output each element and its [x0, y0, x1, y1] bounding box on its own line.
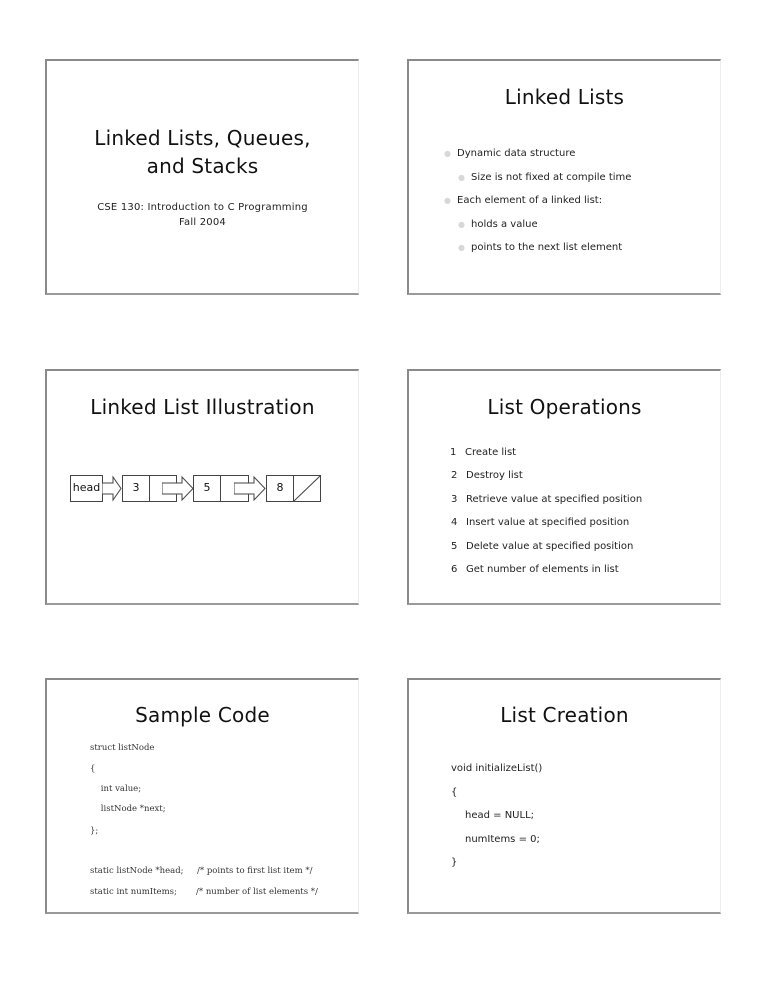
- bullet-icon: ●: [458, 243, 465, 252]
- node-value-box: 8: [266, 475, 294, 502]
- code-comment: /* number of list elements */: [196, 887, 318, 897]
- bullet-item: ● Dynamic data structure: [444, 148, 576, 159]
- bullet-item: ● Each element of a linked list:: [444, 195, 603, 206]
- code-line: };: [90, 826, 99, 836]
- bullet-item: ● Size is not fixed at compile time: [458, 172, 632, 183]
- operation-item: 1 Create list: [450, 447, 517, 458]
- slide-subtitle-line2: Fall 2004: [179, 217, 226, 228]
- null-pointer-box: [293, 475, 321, 502]
- code-line: int value;: [90, 784, 142, 794]
- slide-heading: Sample Code: [135, 703, 270, 727]
- slide-sample-code: [45, 678, 359, 914]
- slide-title-line1: Linked Lists, Queues,: [94, 126, 311, 150]
- bullet-icon: ●: [444, 149, 451, 158]
- operation-item: 6 Get number of elements in list: [451, 564, 619, 575]
- head-box: head: [70, 475, 103, 502]
- slide-title: [45, 59, 359, 295]
- operation-item: 5 Delete value at specified position: [451, 541, 634, 552]
- arrow-icon: [234, 475, 266, 502]
- code-line: {: [451, 787, 458, 798]
- slide-heading: Linked List Illustration: [90, 395, 315, 419]
- slide-linked-list-illustration: [45, 369, 359, 605]
- code-line: void initializeList(): [451, 763, 543, 774]
- arrow-icon: [102, 475, 122, 502]
- operation-item: 4 Insert value at specified position: [451, 517, 630, 528]
- node-value-box: 3: [122, 475, 150, 502]
- arrow-icon: [162, 475, 194, 502]
- bullet-icon: ●: [458, 173, 465, 182]
- slide-list-operations: [407, 369, 721, 605]
- code-line: numItems = 0;: [465, 834, 540, 845]
- code-line: static int numItems;: [90, 887, 177, 897]
- bullet-icon: ●: [458, 220, 465, 229]
- linked-list-diagram: [47, 371, 361, 607]
- slide-heading: List Operations: [487, 395, 642, 419]
- bullet-item: ● points to the next list element: [458, 242, 623, 253]
- operation-item: 3 Retrieve value at specified position: [451, 494, 643, 505]
- null-slash-icon: [294, 476, 320, 501]
- slide-list-creation: [407, 678, 721, 914]
- bullet-item: ● holds a value: [458, 219, 538, 230]
- operation-item: 2 Destroy list: [451, 470, 523, 481]
- code-line: {: [90, 764, 96, 774]
- code-line: }: [451, 857, 458, 868]
- slide-linked-lists: [407, 59, 721, 295]
- code-line: static listNode *head;: [90, 866, 184, 876]
- code-line: struct listNode: [90, 743, 155, 753]
- code-line: listNode *next;: [90, 804, 166, 814]
- slide-heading: Linked Lists: [504, 85, 625, 109]
- slide-title-line2: and Stacks: [146, 154, 259, 178]
- slide-heading: List Creation: [500, 703, 629, 727]
- code-comment: /* points to first list item */: [197, 866, 313, 876]
- bullet-icon: ●: [444, 196, 451, 205]
- slide-subtitle-line1: CSE 130: Introduction to C Programming: [97, 202, 308, 213]
- node-value-box: 5: [193, 475, 221, 502]
- code-line: head = NULL;: [465, 810, 535, 821]
